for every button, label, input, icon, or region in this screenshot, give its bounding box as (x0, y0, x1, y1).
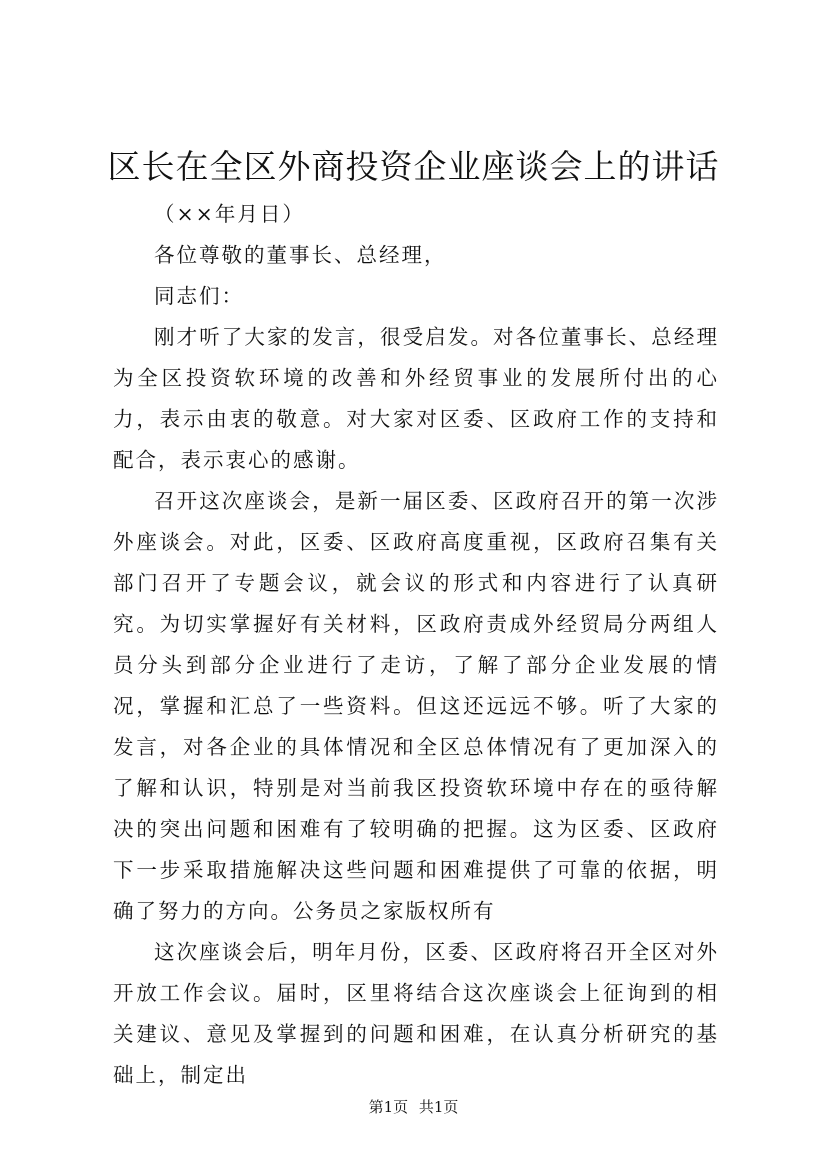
page-footer (0, 1096, 827, 1118)
document-body (113, 194, 719, 1096)
salutation-line: 同志们： (154, 284, 244, 308)
salutation-line: 各位尊敬的董事长、总经理， (154, 243, 447, 267)
body-paragraph: 召开这次座谈会，是新一届区委、区政府召开的第一次涉外座谈会。对此，区委、区政府高度重视，区政府召集有关部门召开了专题会议，就会议的形式和内容进行了认真研究。为切实掌握好有关材料，区政府责成外经贸局分两组人员分头到部分企业进行了走访，了解了部分企业发展的情况，掌握和汇总了一些资料。但这还远远不够。听了大家的发言，对各企业的具体情况和全区总体情况有了更加深入的了解和认识，特别是对当前我区投资软环境中存在的亟待解决的突出问题和困难有了较明确的把握。这为区委、区政府下一步采取措施解决这些问题和困难提供了可靠的依据，明确了努力的方向。公务员之家版权所有 (113, 489, 719, 923)
body-paragraph: 刚才听了大家的发言，很受启发。对各位董事长、总经理为全区投资软环境的改善和外经贸事业的发展所付出的心力，表示由衷的敬意。对大家对区委、区政府工作的支持和配合，表示衷心的感谢。 (113, 325, 719, 472)
document-title: 区长在全区外商投资企业座谈会上的讲话 (107, 147, 720, 186)
date-line: （××年月日） (154, 202, 305, 226)
page-total: 共1页 (418, 1098, 459, 1116)
page-number: 第1页 (368, 1098, 409, 1116)
body-paragraph: 这次座谈会后，明年月份，区委、区政府将召开全区对外开放工作会议。届时，区里将结合这次座谈会上征询到的相关建议、意见及掌握到的问题和困难，在认真分析研究的基础上，制定出 (113, 940, 719, 1087)
